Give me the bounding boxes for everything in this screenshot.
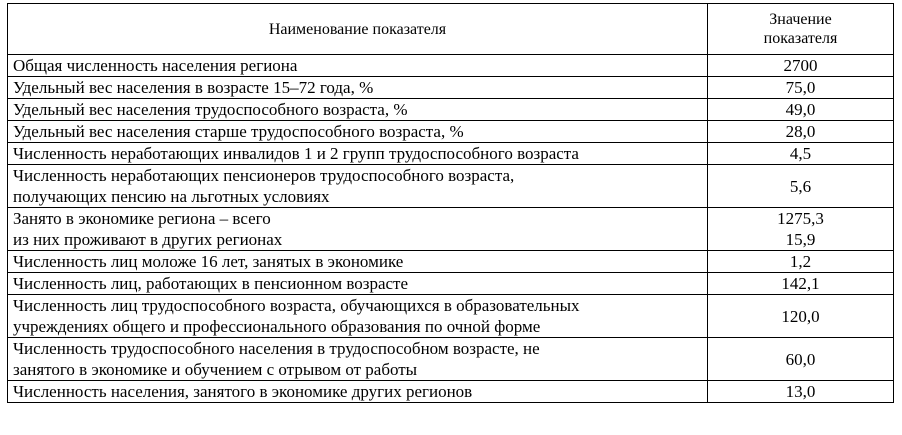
table-row bbox=[8, 99, 894, 121]
row-name-line: Удельный вес населения в возрасте 15–72 года, % bbox=[13, 78, 374, 97]
row-value-cell bbox=[708, 251, 894, 273]
row-value-cell bbox=[708, 143, 894, 165]
table-row bbox=[8, 338, 894, 381]
row-name-cell bbox=[8, 165, 708, 208]
row-value-cell bbox=[708, 121, 894, 143]
row-name-line: Занято в экономике региона – всего bbox=[13, 209, 271, 228]
row-value-cell bbox=[708, 295, 894, 338]
row-value-cell bbox=[708, 208, 894, 251]
row-name-cell bbox=[8, 77, 708, 99]
row-name-line: Численность лиц трудоспособного возраста, обучающихся в образовательных bbox=[13, 296, 580, 315]
row-name-cell bbox=[8, 381, 708, 403]
row-name-line: Удельный вес населения старше трудоспособного возраста, % bbox=[13, 122, 464, 141]
row-value-cell bbox=[708, 55, 894, 77]
row-name-cell bbox=[8, 99, 708, 121]
table-row bbox=[8, 121, 894, 143]
table-row bbox=[8, 165, 894, 208]
row-name-line: занятого в экономике и обучением с отрывом от работы bbox=[13, 360, 418, 379]
row-name-cell bbox=[8, 55, 708, 77]
row-name-cell bbox=[8, 143, 708, 165]
table-row bbox=[8, 143, 894, 165]
row-value-cell bbox=[708, 99, 894, 121]
row-name-line: Численность неработающих инвалидов 1 и 2 групп трудоспособного возраста bbox=[13, 144, 579, 163]
table-row bbox=[8, 55, 894, 77]
indicators-table bbox=[7, 3, 894, 403]
header-value-line1: Значение bbox=[769, 11, 832, 28]
table-row bbox=[8, 295, 894, 338]
row-name-line: Численность неработающих пенсионеров трудоспособного возраста, bbox=[13, 166, 515, 185]
row-value-line: 4,5 bbox=[789, 144, 812, 163]
row-value-line: 60,0 bbox=[785, 349, 816, 369]
row-value-line: 15,9 bbox=[785, 230, 816, 249]
table-row bbox=[8, 77, 894, 99]
row-value-line: 2700 bbox=[783, 56, 818, 75]
header-row bbox=[8, 4, 894, 55]
row-value-line: 120,0 bbox=[781, 306, 820, 326]
row-value-cell bbox=[708, 338, 894, 381]
row-value-line: 75,0 bbox=[785, 78, 816, 97]
row-value-line: 49,0 bbox=[785, 100, 816, 119]
row-name-line: получающих пенсию на льготных условиях bbox=[13, 187, 330, 206]
row-value-cell bbox=[708, 381, 894, 403]
row-value-line: 1275,3 bbox=[777, 209, 824, 228]
row-name-line: из них проживают в других регионах bbox=[13, 230, 283, 249]
row-value-line: 142,1 bbox=[781, 274, 820, 293]
row-name-line: Численность населения, занятого в экономике других регионов bbox=[13, 382, 473, 401]
row-name-line: Численность трудоспособного населения в трудоспособном возрасте, не bbox=[13, 339, 540, 358]
row-value-cell bbox=[708, 273, 894, 295]
row-value-line: 5,6 bbox=[789, 176, 812, 196]
table-row bbox=[8, 251, 894, 273]
table-row bbox=[8, 208, 894, 251]
header-value bbox=[708, 4, 894, 55]
row-name-cell bbox=[8, 251, 708, 273]
row-value-cell bbox=[708, 77, 894, 99]
row-name-cell bbox=[8, 273, 708, 295]
row-value-line: 1,2 bbox=[789, 252, 812, 271]
row-value-line: 28,0 bbox=[785, 122, 816, 141]
row-name-line: Численность лиц, работающих в пенсионном возрасте bbox=[13, 274, 409, 293]
row-name-line: учреждениях общего и профессионального образования по очной форме bbox=[13, 317, 541, 336]
row-name-cell bbox=[8, 208, 708, 251]
table-row bbox=[8, 273, 894, 295]
row-name-cell bbox=[8, 121, 708, 143]
row-value-cell bbox=[708, 165, 894, 208]
row-name-cell bbox=[8, 338, 708, 381]
row-value-line: 13,0 bbox=[785, 382, 816, 401]
row-name-cell bbox=[8, 295, 708, 338]
header-value-line2: показателя bbox=[763, 30, 838, 47]
row-name-line: Общая численность населения региона bbox=[13, 56, 298, 75]
row-name-line: Удельный вес населения трудоспособного возраста, % bbox=[13, 100, 408, 119]
header-name: Наименование показателя bbox=[8, 4, 708, 55]
table-row bbox=[8, 381, 894, 403]
row-name-line: Численность лиц моложе 16 лет, занятых в экономике bbox=[13, 252, 404, 271]
